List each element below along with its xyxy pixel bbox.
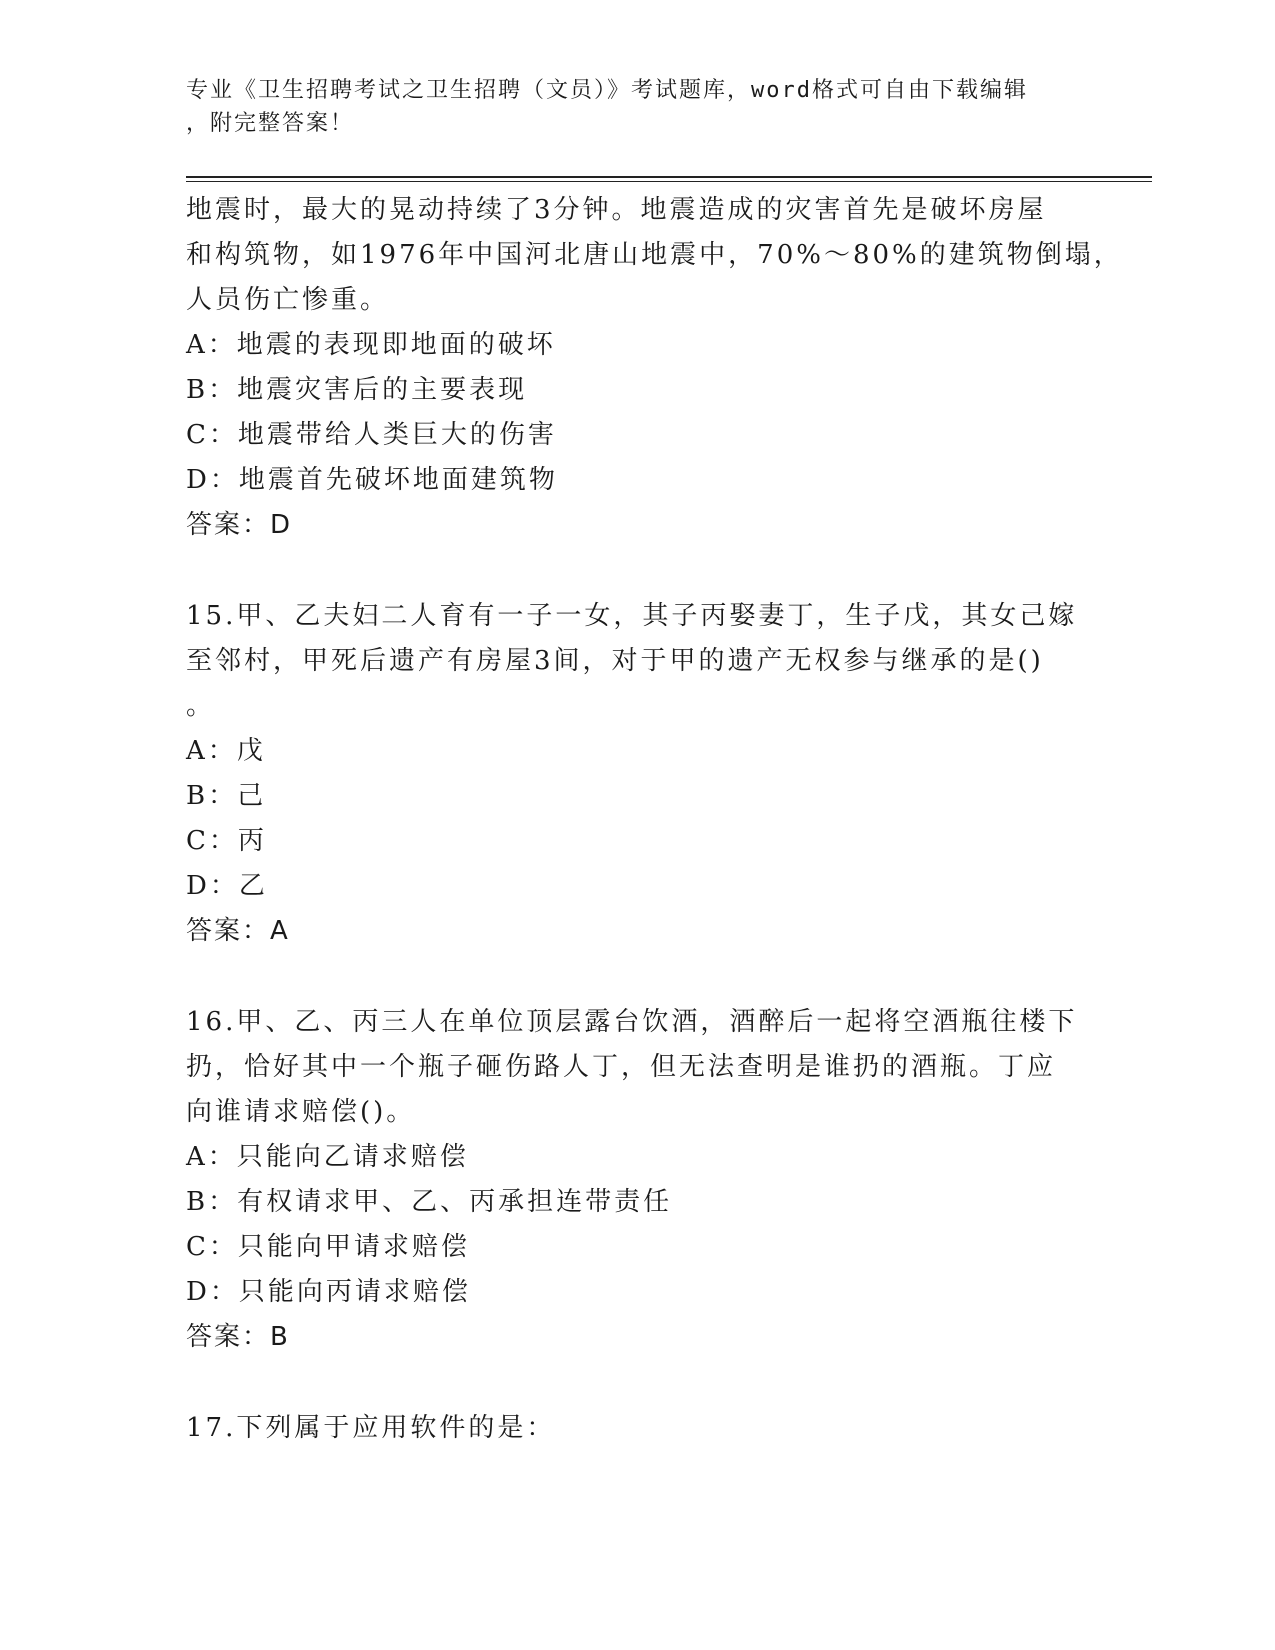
answer-label: 答案：B bbox=[186, 1322, 290, 1352]
option-b: B：有权请求甲、乙、丙承担连带责任 bbox=[186, 1187, 673, 1217]
question-text-line: 和构筑物，如1976年中国河北唐山地震中，70%～80%的建筑物倒塌， bbox=[186, 240, 1123, 270]
spacer bbox=[186, 954, 1086, 1000]
spacer bbox=[186, 1360, 1086, 1406]
header-divider bbox=[186, 176, 1152, 182]
option-b: B：己 bbox=[186, 781, 267, 811]
option-a: A：只能向乙请求赔偿 bbox=[186, 1142, 469, 1172]
question-text-line: 17.下列属于应用软件的是： bbox=[186, 1413, 556, 1443]
question-text-line: 扔，恰好其中一个瓶子砸伤路人丁，但无法查明是谁扔的酒瓶。丁应 bbox=[186, 1052, 1057, 1082]
answer-label: 答案：A bbox=[186, 916, 290, 946]
question-17 bbox=[186, 1406, 1086, 1451]
header-line-2: ，附完整答案！ bbox=[186, 111, 355, 136]
option-b: B：地震灾害后的主要表现 bbox=[186, 375, 528, 405]
question-15 bbox=[186, 594, 1086, 954]
question-text-line: 人员伤亡惨重。 bbox=[186, 285, 390, 315]
option-c: C：丙 bbox=[186, 826, 267, 856]
option-d: D：只能向丙请求赔偿 bbox=[186, 1277, 471, 1307]
document-header bbox=[186, 74, 1066, 140]
answer-label: 答案：D bbox=[186, 510, 293, 540]
question-text-line: 至邻村，甲死后遗产有房屋3间，对于甲的遗产无权参与继承的是() bbox=[186, 646, 1044, 676]
question-text-line: 。 bbox=[186, 691, 216, 721]
option-c: C：地震带给人类巨大的伤害 bbox=[186, 420, 557, 450]
header-line-1: 专业《卫生招聘考试之卫生招聘（文员）》考试题库，word格式可自由下载编辑 bbox=[186, 78, 1028, 103]
question-text-line: 15.甲、乙夫妇二人育有一子一女，其子丙娶妻丁，生子戊，其女己嫁 bbox=[186, 601, 1078, 631]
question-text-line: 地震时，最大的晃动持续了3分钟。地震造成的灾害首先是破坏房屋 bbox=[186, 195, 1047, 225]
question-14 bbox=[186, 188, 1123, 548]
question-text-line: 16.甲、乙、丙三人在单位顶层露台饮酒，酒醉后一起将空酒瓶往楼下 bbox=[186, 1007, 1078, 1037]
option-c: C：只能向甲请求赔偿 bbox=[186, 1232, 470, 1262]
question-16 bbox=[186, 1000, 1086, 1360]
spacer bbox=[186, 548, 1086, 594]
question-text-line: 向谁请求赔偿()。 bbox=[186, 1097, 416, 1127]
option-d: D：地震首先破坏地面建筑物 bbox=[186, 465, 558, 495]
question-list bbox=[186, 188, 1123, 1451]
option-a: A：戊 bbox=[186, 736, 266, 766]
option-d: D：乙 bbox=[186, 871, 268, 901]
option-a: A：地震的表现即地面的破坏 bbox=[186, 330, 556, 360]
